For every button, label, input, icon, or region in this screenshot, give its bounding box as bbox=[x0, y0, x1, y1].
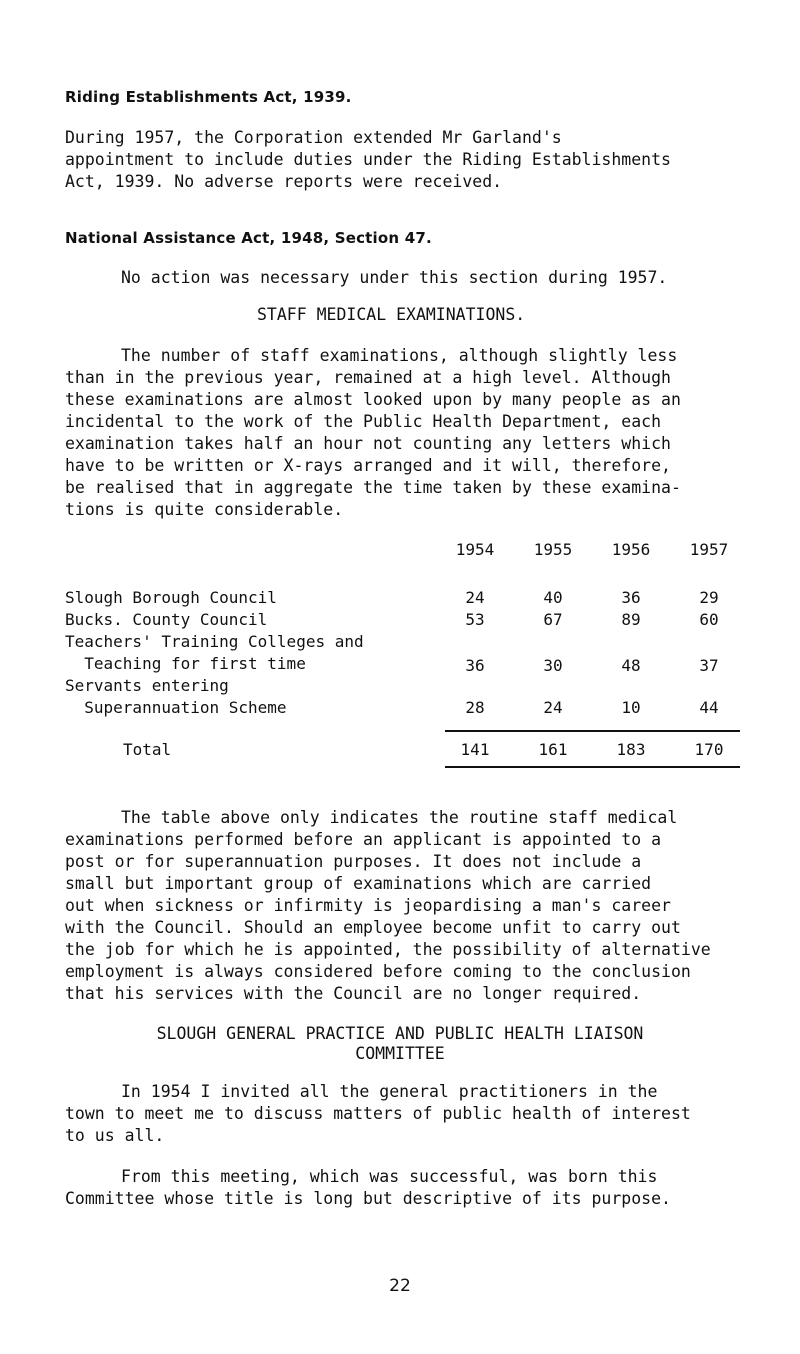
national-assistance-body: No action was necessary under this section during 1957. bbox=[121, 268, 668, 287]
table-cell: 53 bbox=[465, 610, 485, 629]
riding-heading: Riding Establishments Act, 1939. bbox=[65, 88, 352, 106]
total-cell: 161 bbox=[538, 740, 568, 759]
total-rule-top bbox=[445, 730, 740, 732]
table-cell: 36 bbox=[621, 588, 641, 607]
table-cell: 29 bbox=[699, 588, 719, 607]
table-cell: 89 bbox=[621, 610, 641, 629]
table-row-label: Teachers' Training Colleges and bbox=[65, 632, 364, 651]
staff-medical-after-table: The table above only indicates the routine staff medical examinations performed before an applicant is appointed to a post or for superannuation purposes. It does not include a small but important group of examinations which are carried out when sickness or infirmity is jeopardising a man's career with the Council. Should an employee become unfit to carry out the job for which he is appointed, the possibility of alternative employment is always considered before coming to the conclusion that his services with the Council are no longer required. bbox=[65, 808, 711, 1003]
liaison-para2: From this meeting, which was successful, was born this Committee whose title is long but descriptive of its purpose. bbox=[65, 1167, 671, 1208]
liaison-para1: In 1954 I invited all the general practitioners in the town to meet me to discuss matters of public health of interest to us all. bbox=[65, 1082, 691, 1145]
table-cell: 60 bbox=[699, 610, 719, 629]
table-cell: 48 bbox=[621, 656, 641, 675]
table-cell: 10 bbox=[621, 698, 641, 717]
table-cell: 30 bbox=[543, 656, 563, 675]
table-cell: 67 bbox=[543, 610, 563, 629]
table-row-label: Bucks. County Council bbox=[65, 610, 268, 629]
table-cell: 40 bbox=[543, 588, 563, 607]
table-cell: 37 bbox=[699, 656, 719, 675]
table-cell: 24 bbox=[465, 588, 485, 607]
liaison-heading-line2: COMMITTEE bbox=[355, 1044, 445, 1063]
national-assistance-heading: National Assistance Act, 1948, Section 47. bbox=[65, 229, 432, 247]
table-cell: 24 bbox=[543, 698, 563, 717]
year-header-1957: 1957 bbox=[689, 540, 729, 559]
table-row-label: Slough Borough Council bbox=[65, 588, 277, 607]
total-cell: 183 bbox=[616, 740, 646, 759]
page-number: 22 bbox=[389, 1276, 411, 1296]
table-cell: 44 bbox=[699, 698, 719, 717]
riding-body: During 1957, the Corporation extended Mr Garland's appointment to include duties under the Riding Establishments Act, 1939. No adverse reports were received. bbox=[65, 128, 671, 191]
staff-medical-heading: STAFF MEDICAL EXAMINATIONS. bbox=[257, 305, 526, 324]
year-header-1956: 1956 bbox=[611, 540, 651, 559]
year-header-1955: 1955 bbox=[533, 540, 573, 559]
table-row-label: Teaching for first time bbox=[65, 654, 306, 673]
total-cell: 170 bbox=[694, 740, 724, 759]
liaison-heading-line1: SLOUGH GENERAL PRACTICE AND PUBLIC HEALTH LIAISON bbox=[156, 1024, 644, 1043]
staff-medical-body: The number of staff examinations, although slightly less than in the previous year, remained at a high level. Although these examinations are almost looked upon by many people as an incidental to the work of the Public Health Department, each examination takes half an hour not counting any letters which have to be written or X-rays arranged and it will, therefore, be realised that in aggregate the time taken by these examina- tions is quite considerable. bbox=[65, 346, 681, 519]
table-row-label: Superannuation Scheme bbox=[65, 698, 287, 717]
table-cell: 36 bbox=[465, 656, 485, 675]
total-cell: 141 bbox=[460, 740, 490, 759]
year-header-1954: 1954 bbox=[455, 540, 495, 559]
total-rule-bottom bbox=[445, 766, 740, 768]
total-label: Total bbox=[123, 740, 172, 759]
table-cell: 28 bbox=[465, 698, 485, 717]
table-row-label: Servants entering bbox=[65, 676, 229, 695]
